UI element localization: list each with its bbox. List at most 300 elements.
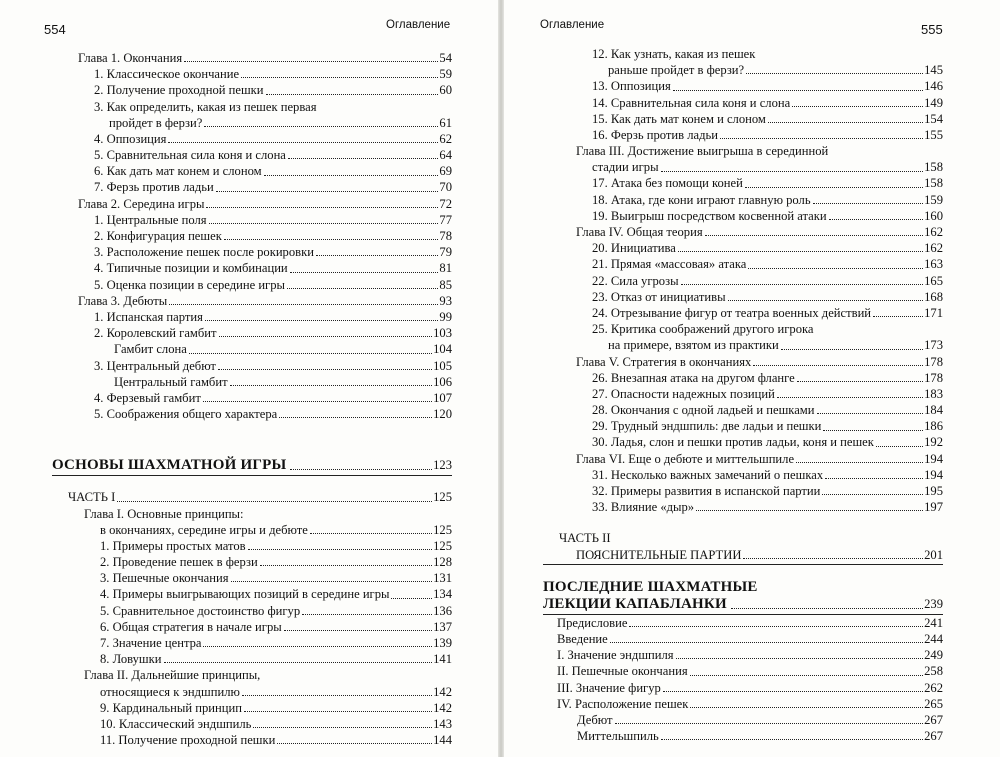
toc-entry-page: 105 xyxy=(433,358,452,373)
toc-entry-page: 125 xyxy=(433,490,452,505)
toc-entry xyxy=(543,663,943,679)
part2-label: ЧАСТЬ II xyxy=(559,531,611,546)
toc-entry xyxy=(52,538,452,554)
toc-entry xyxy=(52,66,452,82)
part2-page: 201 xyxy=(924,547,943,562)
toc-entry xyxy=(543,647,943,663)
left-running-header: Оглавление xyxy=(386,19,451,31)
toc-entry-page: 72 xyxy=(439,196,452,211)
toc-entry-page: 162 xyxy=(924,225,943,240)
toc-entry xyxy=(52,732,452,748)
toc-entry-title: Введение xyxy=(557,631,608,646)
toc-leader xyxy=(218,369,432,370)
toc-entry-page: 154 xyxy=(924,111,943,126)
toc-entry-title: 1. Классическое окончание xyxy=(94,67,240,82)
toc-leader xyxy=(681,284,924,285)
part2-entry xyxy=(543,547,943,563)
toc-entry-page: 81 xyxy=(439,261,452,276)
book-gutter xyxy=(498,0,504,757)
toc-entry-page: 69 xyxy=(439,164,452,179)
toc-entry xyxy=(52,635,452,651)
toc-entry-page: 106 xyxy=(433,374,452,389)
toc-leader xyxy=(825,478,923,479)
toc-entry xyxy=(52,651,452,667)
toc-entry-page: 165 xyxy=(924,273,943,288)
toc-entry-heading: Глава I. Основные принципы: xyxy=(84,506,244,521)
toc-entry-title: 8. Ловушки xyxy=(100,652,162,667)
toc-leader xyxy=(690,675,923,676)
toc-entry xyxy=(52,163,452,179)
toc-entry xyxy=(543,615,943,631)
toc-entry-page: 134 xyxy=(433,587,452,602)
toc-entry-title: 18. Атака, где кони играют главную роль xyxy=(592,192,811,207)
toc-entry-title: Центральный гамбит xyxy=(114,374,228,389)
toc-entry-title: 4. Примеры выигрывающих позиций в середине игры xyxy=(100,587,390,602)
toc-entry xyxy=(543,305,943,321)
toc-entry-page: 145 xyxy=(924,63,943,78)
toc-entry-title: Глава 2. Середина игры xyxy=(78,196,205,211)
toc-entry-heading: 25. Критика соображений другого игрока xyxy=(592,322,814,337)
toc-leader xyxy=(242,695,432,696)
toc-leader xyxy=(876,446,923,447)
toc-entry xyxy=(52,341,452,357)
toc-entry-title: 4. Ферзевый гамбит xyxy=(94,390,201,405)
toc-entry-page: 64 xyxy=(439,148,452,163)
toc-leader xyxy=(746,73,923,74)
toc-entry-title: 23. Отказ от инициативы xyxy=(592,289,726,304)
toc-entry xyxy=(543,483,943,499)
toc-entry-title: 10. Классический эндшпиль xyxy=(100,716,252,731)
toc-leader xyxy=(216,191,439,192)
toc-entry-title: на примере, взятом из практики xyxy=(608,338,779,353)
toc-entry-title: 3. Пешечные окончания xyxy=(100,571,229,586)
toc-entry-title: 26. Внезапная атака на другом фланге xyxy=(592,370,795,385)
toc-leader xyxy=(768,122,923,123)
toc-leader xyxy=(796,462,923,463)
toc-entry-page: 103 xyxy=(433,326,452,341)
left-toc-entries xyxy=(52,50,452,422)
toc-leader xyxy=(753,365,923,366)
toc-entry-page: 160 xyxy=(924,208,943,223)
toc-entry-title: 11. Получение проходной пешки xyxy=(100,733,276,748)
toc-entry xyxy=(543,370,943,386)
toc-entry-title: III. Значение фигур xyxy=(557,680,661,695)
toc-entry xyxy=(52,325,452,341)
toc-entry xyxy=(543,451,943,467)
toc-entry-title: 30. Ладья, слон и пешки против ладьи, коня и пешек xyxy=(592,435,874,450)
toc-leader xyxy=(823,430,923,431)
toc-entry-page: 125 xyxy=(433,522,452,537)
part3-entry xyxy=(543,596,943,613)
toc-entry-title: I. Значение эндшпиля xyxy=(557,648,674,663)
toc-leader xyxy=(189,353,432,354)
toc-entry-title: 1. Примеры простых матов xyxy=(100,538,246,553)
toc-leader xyxy=(678,251,923,252)
right-running-header: Оглавление xyxy=(540,19,605,31)
toc-entry-page: 62 xyxy=(439,131,452,146)
toc-entry-title: 13. Оппозиция xyxy=(592,79,671,94)
toc-entry-page: 60 xyxy=(439,83,452,98)
toc-leader xyxy=(745,187,923,188)
toc-entry-page: 186 xyxy=(924,419,943,434)
toc-entry-title: II. Пешечные окончания xyxy=(557,664,688,679)
toc-entry-page: 262 xyxy=(924,680,943,695)
toc-leader xyxy=(277,743,432,744)
left-page-number: 554 xyxy=(44,22,66,37)
toc-entry xyxy=(52,358,452,374)
toc-entry-page: 128 xyxy=(433,555,452,570)
toc-leader xyxy=(705,235,923,236)
toc-entry-title: 2. Проведение пешек в ферзи xyxy=(100,555,258,570)
toc-entry-page: 143 xyxy=(433,716,452,731)
toc-entry xyxy=(52,586,452,602)
toc-leader xyxy=(205,320,439,321)
toc-entry-title: 3. Расположение пешек после рокировки xyxy=(94,245,314,260)
toc-entry xyxy=(543,354,943,370)
toc-entry-title: 7. Ферзь против ладьи xyxy=(94,180,214,195)
toc-entry-page: 159 xyxy=(924,192,943,207)
toc-entry xyxy=(52,619,452,635)
toc-entry xyxy=(52,390,452,406)
toc-leader xyxy=(169,304,438,305)
toc-entry xyxy=(543,680,943,696)
toc-entry-page: 104 xyxy=(433,342,452,357)
toc-entry-page: 178 xyxy=(924,354,943,369)
toc-entry-title: 32. Примеры развития в испанской партии xyxy=(592,484,821,499)
toc-entry-title: Глава V. Стратегия в окончаниях xyxy=(576,354,752,369)
toc-entry-page: 241 xyxy=(924,615,943,630)
toc-leader xyxy=(184,61,438,62)
toc-leader xyxy=(720,138,923,139)
part-title: ОСНОВЫ ШАХМАТНОЙ ИГРЫ xyxy=(52,457,287,474)
toc-leader xyxy=(224,239,439,240)
toc-leader xyxy=(629,626,923,627)
toc-leader xyxy=(615,723,924,724)
toc-entry-title: 33. Влияние «дыр» xyxy=(592,500,695,515)
toc-entry xyxy=(543,467,943,483)
toc-entry xyxy=(52,554,452,570)
toc-entry-title: 28. Окончания с одной ладьей и пешками xyxy=(592,403,815,418)
toc-entry xyxy=(52,570,452,586)
toc-entry xyxy=(52,603,452,619)
toc-entry-page: 171 xyxy=(924,305,943,320)
toc-entry-title: 2. Получение проходной пешки xyxy=(94,83,264,98)
toc-leader xyxy=(117,501,432,502)
toc-leader xyxy=(391,598,432,599)
toc-entry xyxy=(52,115,452,131)
toc-entry-page: 267 xyxy=(924,729,943,744)
toc-entry-page: 85 xyxy=(439,277,452,292)
toc-entry xyxy=(543,111,943,127)
toc-entry-title: Глава 3. Дебюты xyxy=(78,293,168,308)
toc-leader xyxy=(244,711,432,712)
toc-leader xyxy=(203,401,432,402)
toc-leader xyxy=(822,494,923,495)
toc-entry xyxy=(543,728,943,744)
toc-entry-page: 136 xyxy=(433,603,452,618)
toc-leader xyxy=(164,662,433,663)
toc-entry-page: 195 xyxy=(924,484,943,499)
toc-entry xyxy=(543,696,943,712)
toc-entry-title: относящиеся к эндшпилю xyxy=(100,684,240,699)
toc-entry-title: Предисловие xyxy=(557,615,628,630)
toc-entry-title: 6. Как дать мат конем и слоном xyxy=(94,164,262,179)
toc-entry xyxy=(52,244,452,260)
toc-entry xyxy=(543,159,943,175)
toc-leader xyxy=(748,268,923,269)
toc-entry-title: 15. Как дать мат конем и слоном xyxy=(592,111,766,126)
toc-leader xyxy=(260,565,432,566)
toc-leader xyxy=(241,77,438,78)
toc-entry-title: 7. Значение центра xyxy=(100,635,202,650)
toc-entry xyxy=(543,273,943,289)
toc-entry-title: ЧАСТЬ I xyxy=(68,490,116,505)
toc-entry xyxy=(543,256,943,272)
toc-entry-title: 24. Отрезывание фигур от театра военных действий xyxy=(592,305,872,320)
right-toc xyxy=(543,46,943,744)
toc-entry xyxy=(52,374,452,390)
toc-entry-title: 9. Кардинальный принцип xyxy=(100,700,242,715)
toc-entry xyxy=(52,196,452,212)
toc-entry-title: 20. Инициатива xyxy=(592,241,676,256)
toc-leader xyxy=(310,533,432,534)
toc-entry-title: 29. Трудный эндшпиль: две ладьи и пешки xyxy=(592,419,822,434)
toc-entry-page: 120 xyxy=(433,407,452,422)
toc-entry-page: 162 xyxy=(924,241,943,256)
right-toc-entries xyxy=(543,46,943,515)
toc-entry-heading: 3. Как определить, какая из пешек первая xyxy=(94,99,317,114)
toc-entry-title: IV. Расположение пешек xyxy=(557,696,689,711)
toc-entry-title: Дебют xyxy=(577,712,613,727)
toc-entry-title: 22. Сила угрозы xyxy=(592,273,679,288)
toc-entry xyxy=(52,522,452,538)
toc-entry xyxy=(543,402,943,418)
toc-entry-title: 14. Сравнительная сила коня и слона xyxy=(592,95,791,110)
toc-entry-page: 194 xyxy=(924,451,943,466)
toc-entry-page: 158 xyxy=(924,176,943,191)
toc-entry-title: 5. Сравнительная сила коня и слона xyxy=(94,148,286,163)
part3-title-line1: ПОСЛЕДНИЕ ШАХМАТНЫЕ xyxy=(543,578,758,595)
toc-leader xyxy=(266,94,439,95)
toc-entry xyxy=(52,228,452,244)
toc-entry-page: 267 xyxy=(924,712,943,727)
toc-entry xyxy=(543,499,943,515)
toc-entry-title: в окончаниях, середине игры и дебюте xyxy=(100,522,308,537)
toc-entry-title: Глава 1. Окончания xyxy=(78,50,183,65)
toc-entry-title: 4. Оппозиция xyxy=(94,131,167,146)
toc-entry-page: 249 xyxy=(924,648,943,663)
part3-title-line2: ЛЕКЦИИ КАПАБЛАНКИ xyxy=(543,595,727,612)
toc-entry-heading: Глава III. Достижение выигрыша в серединной xyxy=(576,144,829,159)
toc-entry xyxy=(52,147,452,163)
toc-leader xyxy=(792,106,923,107)
toc-entry xyxy=(543,337,943,353)
toc-entry-title: 27. Опасности надежных позиций xyxy=(592,386,775,401)
toc-leader xyxy=(288,158,439,159)
toc-entry-title: 5. Оценка позиции в середине игры xyxy=(94,277,285,292)
toc-entry-page: 142 xyxy=(433,700,452,715)
toc-entry-page: 194 xyxy=(924,467,943,482)
toc-entry-page: 244 xyxy=(924,631,943,646)
toc-leader xyxy=(168,142,438,143)
toc-leader xyxy=(673,90,923,91)
toc-entry-title: 5. Сравнительное достоинство фигур xyxy=(100,603,301,618)
toc-entry-title: 4. Типичные позиции и комбинации xyxy=(94,261,288,276)
toc-leader xyxy=(690,707,923,708)
toc-entry-title: 2. Королевский гамбит xyxy=(94,326,217,341)
toc-leader xyxy=(264,175,439,176)
toc-entry xyxy=(52,131,452,147)
toc-entry xyxy=(543,386,943,402)
toc-entry-page: 78 xyxy=(439,229,452,244)
toc-entry-title: раньше пройдет в ферзи? xyxy=(608,63,745,78)
toc-entry xyxy=(543,78,943,94)
toc-leader xyxy=(797,381,923,382)
toc-entry-heading: 12. Как узнать, какая из пешек xyxy=(592,47,756,61)
toc-entry xyxy=(52,212,452,228)
toc-leader xyxy=(290,469,432,470)
toc-entry-page: 183 xyxy=(924,386,943,401)
toc-entry-page: 99 xyxy=(439,309,452,324)
toc-entry-title: 5. Соображения общего характера xyxy=(94,407,278,422)
toc-entry xyxy=(52,82,452,98)
toc-leader xyxy=(209,223,439,224)
toc-leader xyxy=(219,336,433,337)
toc-entry-title: Гамбит слона xyxy=(114,342,187,357)
toc-leader xyxy=(204,126,438,127)
toc-entry xyxy=(52,260,452,276)
toc-entry xyxy=(52,277,452,293)
toc-entry-page: 144 xyxy=(433,733,452,748)
toc-entry-page: 137 xyxy=(433,619,452,634)
toc-leader xyxy=(206,207,438,208)
toc-leader xyxy=(316,255,438,256)
toc-entry-title: 31. Несколько важных замечаний о пешках xyxy=(592,467,824,482)
part-page: 123 xyxy=(433,458,452,473)
toc-leader xyxy=(284,630,432,631)
toc-entry-page: 184 xyxy=(924,403,943,418)
toc-entry-page: 107 xyxy=(433,390,452,405)
toc-entry-title: 1. Испанская партия xyxy=(94,309,203,324)
toc-leader xyxy=(813,203,924,204)
part3-page: 239 xyxy=(924,596,943,611)
toc-leader xyxy=(731,608,923,609)
toc-entry-title: 19. Выигрыш посредством косвенной атаки xyxy=(592,208,827,223)
toc-entry-page: 158 xyxy=(924,160,943,175)
toc-leader xyxy=(873,316,923,317)
toc-entry-title: 16. Ферзь против ладьи xyxy=(592,127,719,142)
toc-entry xyxy=(543,224,943,240)
toc-entry-page: 70 xyxy=(439,180,452,195)
toc-leader xyxy=(287,288,438,289)
toc-entry xyxy=(543,127,943,143)
toc-entry-title: 2. Конфигурация пешек xyxy=(94,229,222,244)
toc-leader xyxy=(661,739,923,740)
toc-entry xyxy=(543,95,943,111)
toc-leader xyxy=(248,549,433,550)
toc-entry-title: 21. Прямая «массовая» атака xyxy=(592,257,747,272)
toc-leader xyxy=(676,658,924,659)
toc-leader xyxy=(302,614,432,615)
toc-entry xyxy=(52,684,452,700)
toc-entry xyxy=(543,62,943,78)
toc-entry-title: стадии игры xyxy=(592,160,659,175)
toc-entry-page: 139 xyxy=(433,635,452,650)
toc-entry xyxy=(52,700,452,716)
toc-leader xyxy=(743,558,923,559)
toc-entry-page: 197 xyxy=(924,500,943,515)
toc-entry xyxy=(543,418,943,434)
right-toc-entries-part3 xyxy=(543,615,943,745)
toc-entry-page: 265 xyxy=(924,696,943,711)
toc-entry-page: 131 xyxy=(433,571,452,586)
toc-leader xyxy=(817,413,924,414)
toc-entry-title: пройдет в ферзи? xyxy=(109,115,203,130)
toc-leader xyxy=(231,581,433,582)
toc-entry-page: 163 xyxy=(924,257,943,272)
toc-entry xyxy=(52,180,452,196)
toc-leader xyxy=(279,417,432,418)
toc-entry-page: 79 xyxy=(439,245,452,260)
toc-leader xyxy=(230,385,433,386)
toc-entry xyxy=(52,309,452,325)
toc-leader xyxy=(203,646,432,647)
toc-leader xyxy=(290,272,439,273)
toc-entry-title: 3. Центральный дебют xyxy=(94,358,216,373)
toc-entry-page: 146 xyxy=(924,79,943,94)
toc-entry xyxy=(543,289,943,305)
toc-entry xyxy=(52,716,452,732)
toc-leader xyxy=(663,691,923,692)
part2-title: ПОЯСНИТЕЛЬНЫЕ ПАРТИИ xyxy=(576,547,742,562)
toc-entry-title: 17. Атака без помощи коней xyxy=(592,176,743,191)
toc-entry xyxy=(543,712,943,728)
toc-leader xyxy=(610,642,923,643)
toc-leader xyxy=(661,171,924,172)
left-toc xyxy=(52,50,452,748)
right-page-number: 555 xyxy=(921,22,943,37)
toc-entry xyxy=(543,435,943,451)
toc-entry-page: 59 xyxy=(439,67,452,82)
toc-entry xyxy=(52,293,452,309)
toc-entry-page: 155 xyxy=(924,127,943,142)
toc-entry xyxy=(543,192,943,208)
toc-leader xyxy=(777,397,923,398)
toc-entry-page: 258 xyxy=(924,664,943,679)
toc-leader xyxy=(728,300,924,301)
toc-entry-page: 149 xyxy=(924,95,943,110)
toc-leader xyxy=(829,219,923,220)
toc-entry xyxy=(543,208,943,224)
toc-entry-title: Глава VI. Еще о дебюте и миттельшпиле xyxy=(576,451,795,466)
toc-entry xyxy=(52,50,452,66)
part-osnovy-entry xyxy=(52,457,452,474)
toc-entry-heading: Глава II. Дальнейшие принципы, xyxy=(84,668,261,683)
toc-entry-page: 178 xyxy=(924,370,943,385)
toc-entry xyxy=(52,489,452,505)
toc-entry-page: 192 xyxy=(924,435,943,450)
toc-entry-title: 6. Общая стратегия в начале игры xyxy=(100,619,282,634)
toc-entry-page: 141 xyxy=(433,652,452,667)
toc-entry xyxy=(52,406,452,422)
toc-entry-page: 61 xyxy=(439,115,452,130)
toc-entry-page: 142 xyxy=(433,684,452,699)
toc-entry-title: Миттельшпиль xyxy=(577,729,659,744)
left-toc-entries-part1 xyxy=(52,489,452,748)
toc-leader xyxy=(253,727,432,728)
toc-entry-page: 173 xyxy=(924,338,943,353)
toc-leader xyxy=(696,510,923,511)
